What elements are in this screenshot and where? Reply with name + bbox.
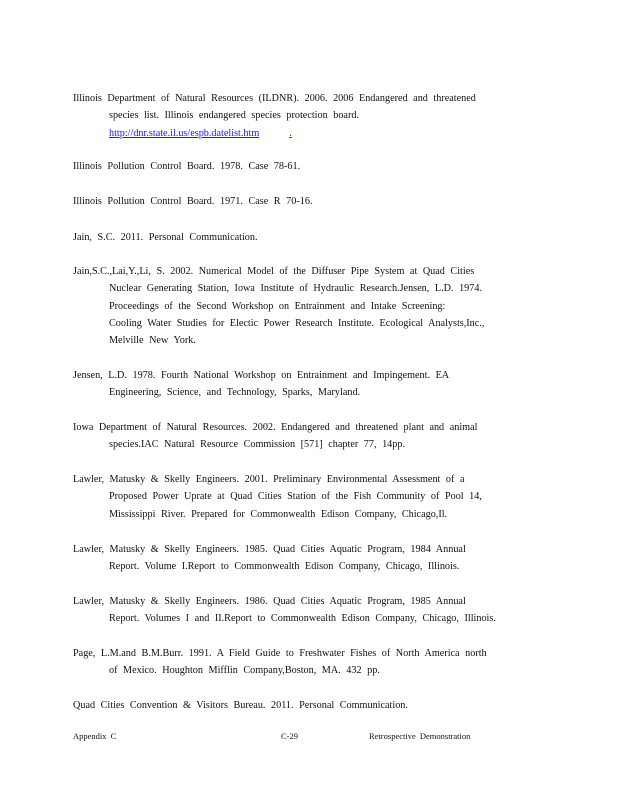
reference-ipcb-1971	[73, 193, 543, 210]
reference-link-line	[73, 125, 543, 142]
reference-line: Illinois Pollution Control Board. 1971. Case R 70-16.	[73, 196, 313, 207]
reference-line: Proposed Power Uprate at Quad Cities Station of the Fish Community of Pool 14,	[109, 491, 482, 503]
reference-jain-2011	[73, 229, 543, 246]
reference-line: Nuclear Generating Station, Iowa Institute of Hydraulic Research.Jensen, L.D. 1974.	[109, 283, 482, 295]
reference-line: Melville New York.	[109, 335, 196, 347]
reference-qccvb-2011	[73, 697, 543, 714]
reference-lmse-1985	[73, 541, 543, 576]
reference-line: Jensen, L.D. 1978. Fourth National Workshop on Entrainment and Impingement. EA	[73, 370, 450, 381]
footer-page-number: C-29	[281, 731, 298, 741]
reference-line: species list. Illinois endangered species protection board.	[109, 110, 359, 122]
reference-line: Engineering, Science, and Technology, Sparks, Maryland.	[109, 387, 361, 399]
reference-line: Iowa Department of Natural Resources. 2002. Endangered and threatened plant and animal	[73, 422, 478, 433]
ildnr-url-link[interactable]: http://dnr.state.il.us/espb.datelist.htm	[109, 127, 260, 139]
reference-line: of Mexico. Houghton Mifflin Company,Boston, MA. 432 pp.	[109, 665, 380, 677]
reference-line: Page, L.M.and B.M.Burr. 1991. A Field Guide to Freshwater Fishes of North America north	[73, 648, 487, 659]
reference-line: Jain, S.C. 2011. Personal Communication.	[73, 232, 258, 243]
reference-line: Cooling Water Studies for Electic Power Research Institute. Ecological Analysts,Inc.,	[109, 317, 485, 329]
reference-line: species.IAC Natural Resource Commission [571] chapter 77, 14pp.	[109, 439, 406, 451]
reference-ipcb-1978	[73, 158, 543, 175]
reference-jain-2002	[73, 263, 543, 349]
reference-line: Illinois Department of Natural Resources (ILDNR). 2006. 2006 Endangered and threatened	[73, 93, 476, 104]
reference-lmse-2001	[73, 471, 543, 523]
reference-jensen-1978	[73, 367, 543, 402]
footer-appendix: Appendix C	[73, 731, 117, 741]
reference-line: Jain,S.C.,Lai,Y.,Li, S. 2002. Numerical Model of the Diffuser Pipe System at Quad Cities	[73, 266, 475, 277]
reference-line: Proceedings of the Second Workshop on Entrainment and Intake Screening:	[109, 300, 446, 312]
reference-line: Lawler, Matusky & Skelly Engineers. 1985. Quad Cities Aquatic Program, 1984 Annual	[73, 544, 466, 555]
footer-document-title: Retrospective Demonstration	[369, 731, 471, 741]
reference-line: Report. Volume I.Report to Commonwealth Edison Company, Chicago, Illinois.	[109, 561, 460, 573]
reference-line: Report. Volumes I and II.Report to Commonwealth Edison Company, Chicago, Illinois.	[109, 613, 496, 625]
reference-line: Lawler, Matusky & Skelly Engineers. 1986. Quad Cities Aquatic Program, 1985 Annual	[73, 596, 466, 607]
reference-lmse-1986	[73, 593, 543, 628]
reference-page-burr-1991	[73, 645, 543, 680]
reference-line: Quad Cities Convention & Visitors Bureau. 2011. Personal Communication.	[73, 700, 408, 711]
reference-line: Mississippi River. Prepared for Commonwealth Edison Company, Chicago,Il.	[109, 508, 448, 520]
link-suffix: .	[289, 127, 292, 139]
reference-ildnr-2006	[73, 90, 543, 142]
reference-line: Illinois Pollution Control Board. 1978. Case 78-61.	[73, 161, 301, 172]
reference-iowa-dnr-2002	[73, 419, 543, 454]
reference-line: Lawler, Matusky & Skelly Engineers. 2001. Preliminary Environmental Assessment of a	[73, 474, 465, 485]
